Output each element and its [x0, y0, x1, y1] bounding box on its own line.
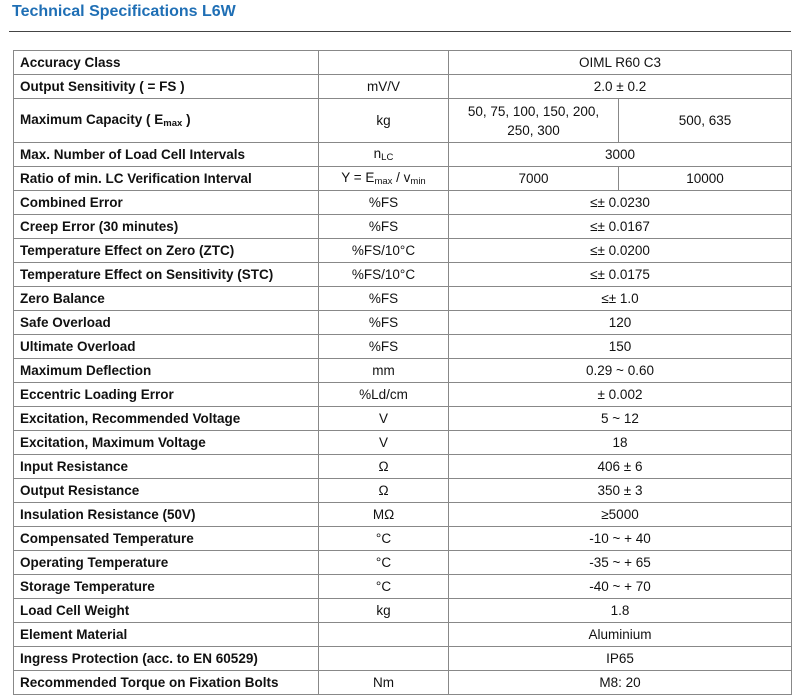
param-label: Maximum Capacity ( $E_{max}$ )	[14, 99, 319, 143]
param-label: Ingress Protection (acc. to EN 60529)	[14, 647, 319, 671]
unit-cell: Ω	[319, 455, 449, 479]
table-row	[14, 503, 792, 527]
value-cell: OIML R60 C3	[449, 51, 792, 75]
table-row	[14, 551, 792, 575]
unit-cell: $n_{LC}$	[319, 143, 449, 167]
unit-cell: $Y = E_{max} / v_{min}$	[319, 167, 449, 191]
page-title: Technical Specifications L6W	[12, 3, 236, 20]
param-label: Max. Number of Load Cell Intervals	[14, 143, 319, 167]
table-row	[14, 575, 792, 599]
table-row	[14, 599, 792, 623]
param-label: Excitation, Recommended Voltage	[14, 407, 319, 431]
value-cell: 3000	[449, 143, 792, 167]
value-cell: 18	[449, 431, 792, 455]
value-cell: M8: 20	[449, 671, 792, 695]
param-label: Zero Balance	[14, 287, 319, 311]
table-row	[14, 239, 792, 263]
table-row	[14, 215, 792, 239]
unit-cell: %Ld/cm	[319, 383, 449, 407]
spec-table	[13, 50, 792, 695]
param-label: Compensated Temperature	[14, 527, 319, 551]
param-label: Input Resistance	[14, 455, 319, 479]
value-cell: ≤± 1.0	[449, 287, 792, 311]
table-row	[14, 191, 792, 215]
value-cell: 0.29 ~ 0.60	[449, 359, 792, 383]
table-row	[14, 263, 792, 287]
unit-cell: %FS	[319, 287, 449, 311]
unit-cell: kg	[319, 599, 449, 623]
unit-cell: %FS	[319, 311, 449, 335]
table-row	[14, 407, 792, 431]
table-row	[14, 455, 792, 479]
table-row	[14, 383, 792, 407]
unit-cell: °C	[319, 575, 449, 599]
table-row	[14, 479, 792, 503]
value-cell: 7000	[449, 167, 619, 191]
table-row	[14, 311, 792, 335]
unit-cell	[319, 623, 449, 647]
param-label: Operating Temperature	[14, 551, 319, 575]
unit-cell: mV/V	[319, 75, 449, 99]
value-cell: ± 0.002	[449, 383, 792, 407]
param-label: Creep Error (30 minutes)	[14, 215, 319, 239]
unit-cell: °C	[319, 527, 449, 551]
value-cell: 406 ± 6	[449, 455, 792, 479]
table-row	[14, 527, 792, 551]
table-row	[14, 287, 792, 311]
param-label: Safe Overload	[14, 311, 319, 335]
unit-cell: kg	[319, 99, 449, 143]
value-cell: ≤± 0.0167	[449, 215, 792, 239]
table-row	[14, 167, 792, 191]
value-cell: 10000	[619, 167, 792, 191]
title-divider	[9, 31, 791, 32]
value-cell: -35 ~ + 65	[449, 551, 792, 575]
value-cell: ≤± 0.0200	[449, 239, 792, 263]
unit-cell: Nm	[319, 671, 449, 695]
value-cell: 2.0 ± 0.2	[449, 75, 792, 99]
value-cell: ≤± 0.0230	[449, 191, 792, 215]
param-label: Output Sensitivity ( = FS )	[14, 75, 319, 99]
table-row	[14, 143, 792, 167]
unit-cell: %FS	[319, 335, 449, 359]
table-row	[14, 99, 792, 143]
param-label: Temperature Effect on Zero (ZTC)	[14, 239, 319, 263]
param-label: Insulation Resistance (50V)	[14, 503, 319, 527]
unit-cell: Ω	[319, 479, 449, 503]
param-label: Ultimate Overload	[14, 335, 319, 359]
param-label: Storage Temperature	[14, 575, 319, 599]
value-cell: -10 ~ + 40	[449, 527, 792, 551]
unit-cell: V	[319, 431, 449, 455]
table-row	[14, 51, 792, 75]
param-label: Combined Error	[14, 191, 319, 215]
unit-cell	[319, 647, 449, 671]
param-label: Element Material	[14, 623, 319, 647]
param-label: Maximum Deflection	[14, 359, 319, 383]
unit-cell	[319, 51, 449, 75]
table-row	[14, 335, 792, 359]
value-cell: Aluminium	[449, 623, 792, 647]
table-row	[14, 75, 792, 99]
unit-cell: %FS/10°C	[319, 263, 449, 287]
param-label: Recommended Torque on Fixation Bolts	[14, 671, 319, 695]
value-cell: -40 ~ + 70	[449, 575, 792, 599]
unit-cell: %FS	[319, 215, 449, 239]
value-cell: 1.8	[449, 599, 792, 623]
param-label: Excitation, Maximum Voltage	[14, 431, 319, 455]
unit-cell: °C	[319, 551, 449, 575]
table-row	[14, 431, 792, 455]
value-cell: 350 ± 3	[449, 479, 792, 503]
table-row	[14, 647, 792, 671]
unit-cell: %FS	[319, 191, 449, 215]
table-row	[14, 671, 792, 695]
unit-cell: V	[319, 407, 449, 431]
value-cell: IP65	[449, 647, 792, 671]
unit-cell: MΩ	[319, 503, 449, 527]
param-label: Output Resistance	[14, 479, 319, 503]
value-cell: ≤± 0.0175	[449, 263, 792, 287]
param-label: Ratio of min. LC Verification Interval	[14, 167, 319, 191]
value-cell: ≥5000	[449, 503, 792, 527]
param-label: Accuracy Class	[14, 51, 319, 75]
unit-cell: %FS/10°C	[319, 239, 449, 263]
param-label: Eccentric Loading Error	[14, 383, 319, 407]
value-cell: 150	[449, 335, 792, 359]
table-row	[14, 623, 792, 647]
unit-cell: mm	[319, 359, 449, 383]
value-cell: 500, 635	[619, 99, 792, 143]
param-label: Temperature Effect on Sensitivity (STC)	[14, 263, 319, 287]
value-cell: 5 ~ 12	[449, 407, 792, 431]
param-label: Load Cell Weight	[14, 599, 319, 623]
value-cell: 120	[449, 311, 792, 335]
value-cell: 50, 75, 100, 150, 200, 250, 300	[449, 99, 619, 143]
table-row	[14, 359, 792, 383]
